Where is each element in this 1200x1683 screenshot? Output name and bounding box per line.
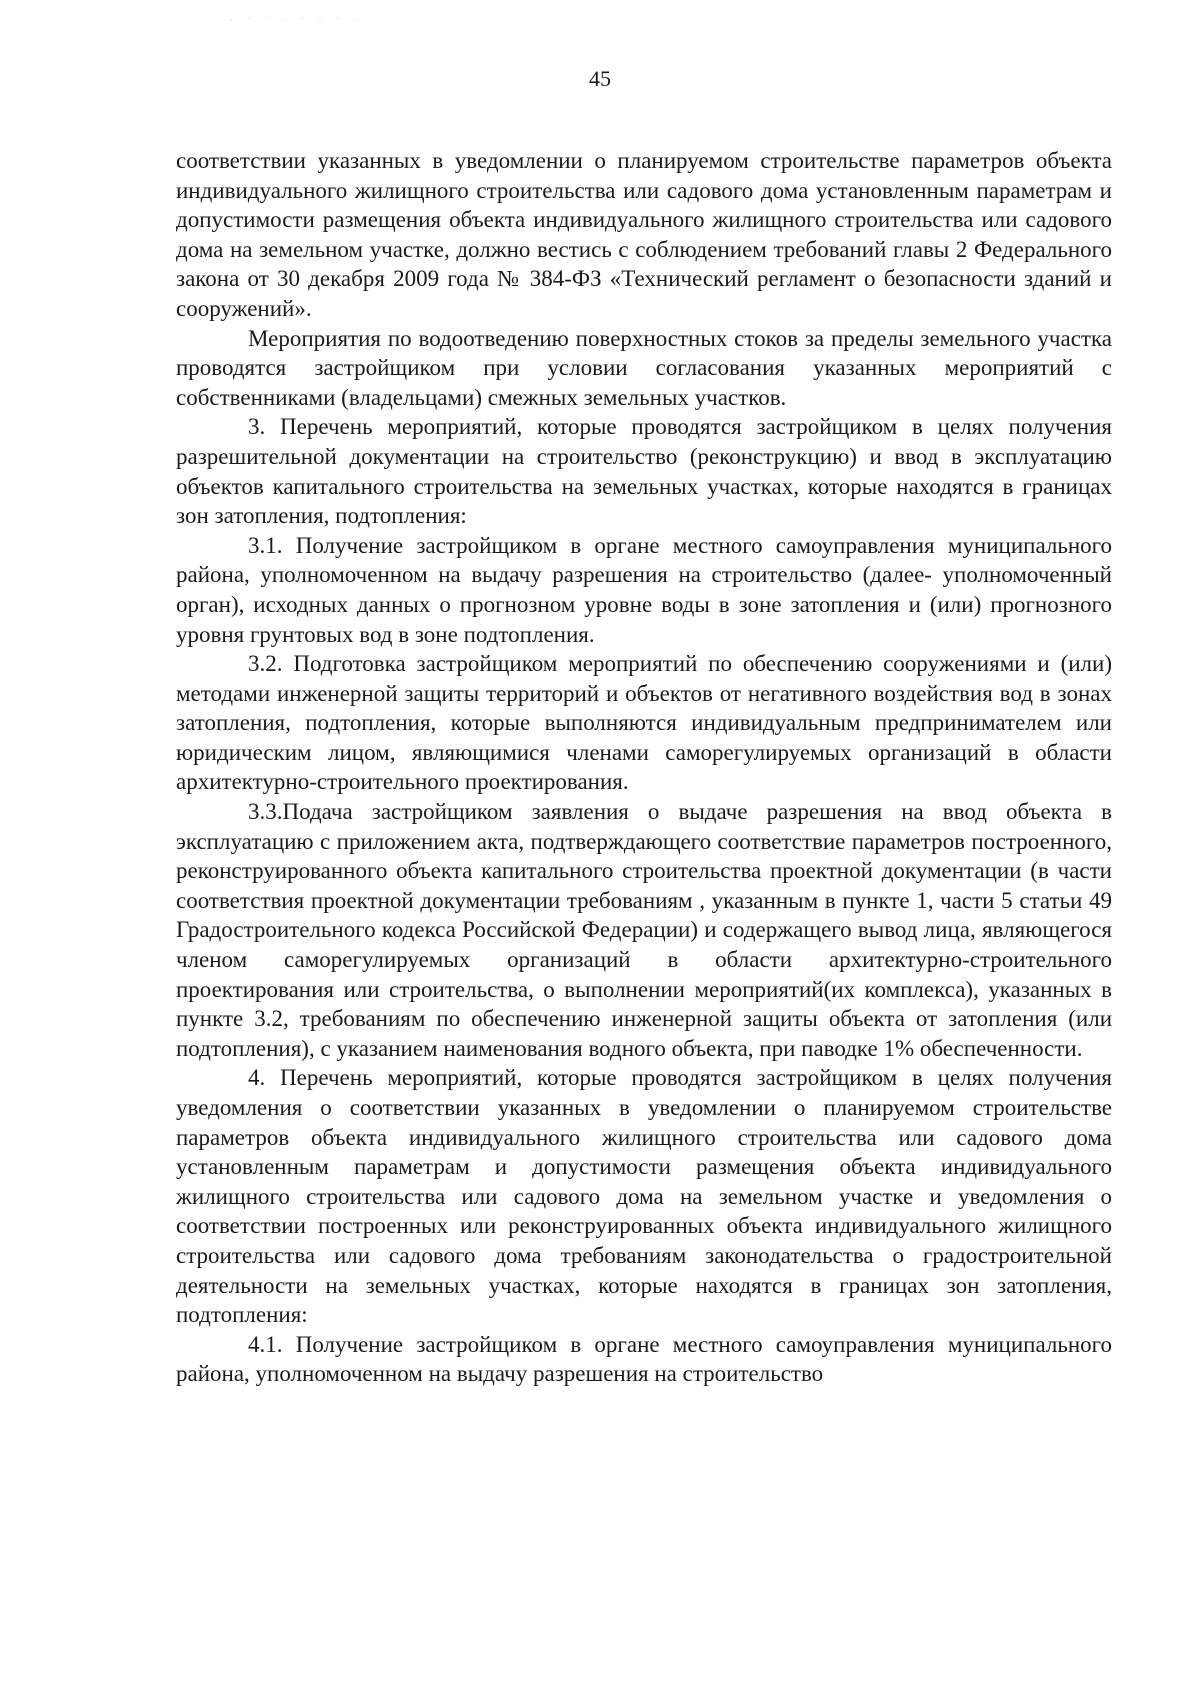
page-number: 45 <box>589 66 611 91</box>
paragraph-item-4-1: 4.1. Получение застройщиком в органе местного самоуправления муниципального района, уполномоченном на выдачу разрешения на строительство <box>176 1331 1112 1387</box>
paragraph-item-3-3: 3.3.Подача застройщиком заявления о выдаче разрешения на ввод объекта в эксплуатацию с приложением акта, подтверждающего соответствие параметров построенного, реконструированного объекта капитального строительства проектной документации (в части соответствия проектной документации требованиям , указанным в пункте 1, части 5 статьи 49 Градостроительного кодекса Российской Федерации) и содержащего вывод лица, являющегося членом саморегулируемых организаций в области архитектурно-строительного проектирования или строительства, о выполнении мероприятий(их комплекса), указанных в пункте 3.2, требованиям по обеспечению инженерной защиты объекта от затопления (или подтопления), с указанием наименования водного объекта, при паводке 1% обеспеченности. <box>176 799 1112 1061</box>
paragraph-continuation: соответствии указанных в уведомлении о планируемом строительстве параметров объекта индивидуального жилищного строительства или садового дома установленным параметрам и допустимости размещения объекта индивидуального жилищного строительства или садового дома на земельном участке, должно вестись с соблюдением требований главы 2 Федерального закона от 30 декабря 2009 года № 384-ФЗ «Технический регламент о безопасности зданий и сооружений». <box>176 148 1112 321</box>
paragraph-drainage: Мероприятия по водоотведению поверхностных стоков за пределы земельного участка проводятся застройщиком при условии согласования указанных мероприятий с собственниками (владельцами) смежных земельных участков. <box>176 325 1112 410</box>
paragraph-section-4: 4. Перечень мероприятий, которые проводятся застройщиком в целях получения уведомления о соответствии указанных в уведомлении о планируемом строительстве параметров объекта индивидуального жилищного строительства или садового дома установленным параметрам и допустимости размещения объекта индивидуального жилищного строительства или садового дома на земельном участке и уведомления о соответствии построенных или реконструированных объекта индивидуального жилищного строительства или садового дома требованиям законодательства о градостроительной деятельности на земельных участках, которые находятся в границах зон затопления, подтопления: <box>176 1065 1112 1328</box>
paragraph-section-3: 3. Перечень мероприятий, которые проводятся застройщиком в целях получения разрешительной документации на строительство (реконструкцию) и ввод в эксплуатацию объектов капитального строительства на земельных участках, которые находятся в границах зон затопления, подтопления: <box>176 414 1112 529</box>
paragraph-item-3-2: 3.2. Подготовка застройщиком мероприятий по обеспечению сооружениями и (или) методами инженерной защиты территорий и объектов от негативного воздействия вод в зонах затопления, подтопления, которые выполняются индивидуальным предпринимателем или юридическим лицом, являющимися членами саморегулируемых организаций в области архитектурно-строительного проектирования. <box>176 651 1112 795</box>
document-body <box>176 146 1112 1389</box>
paragraph-item-3-1: 3.1. Получение застройщиком в органе местного самоуправления муниципального района, уполномоченном на выдачу разрешения на строительство (далее- уполномоченный орган), исходных данных о прогнозном уровне воды в зоне затопления и (или) прогнозного уровня грунтовых вод в зоне подтопления. <box>176 532 1112 647</box>
scan-noise: . · · . · . · . <box>230 14 363 24</box>
